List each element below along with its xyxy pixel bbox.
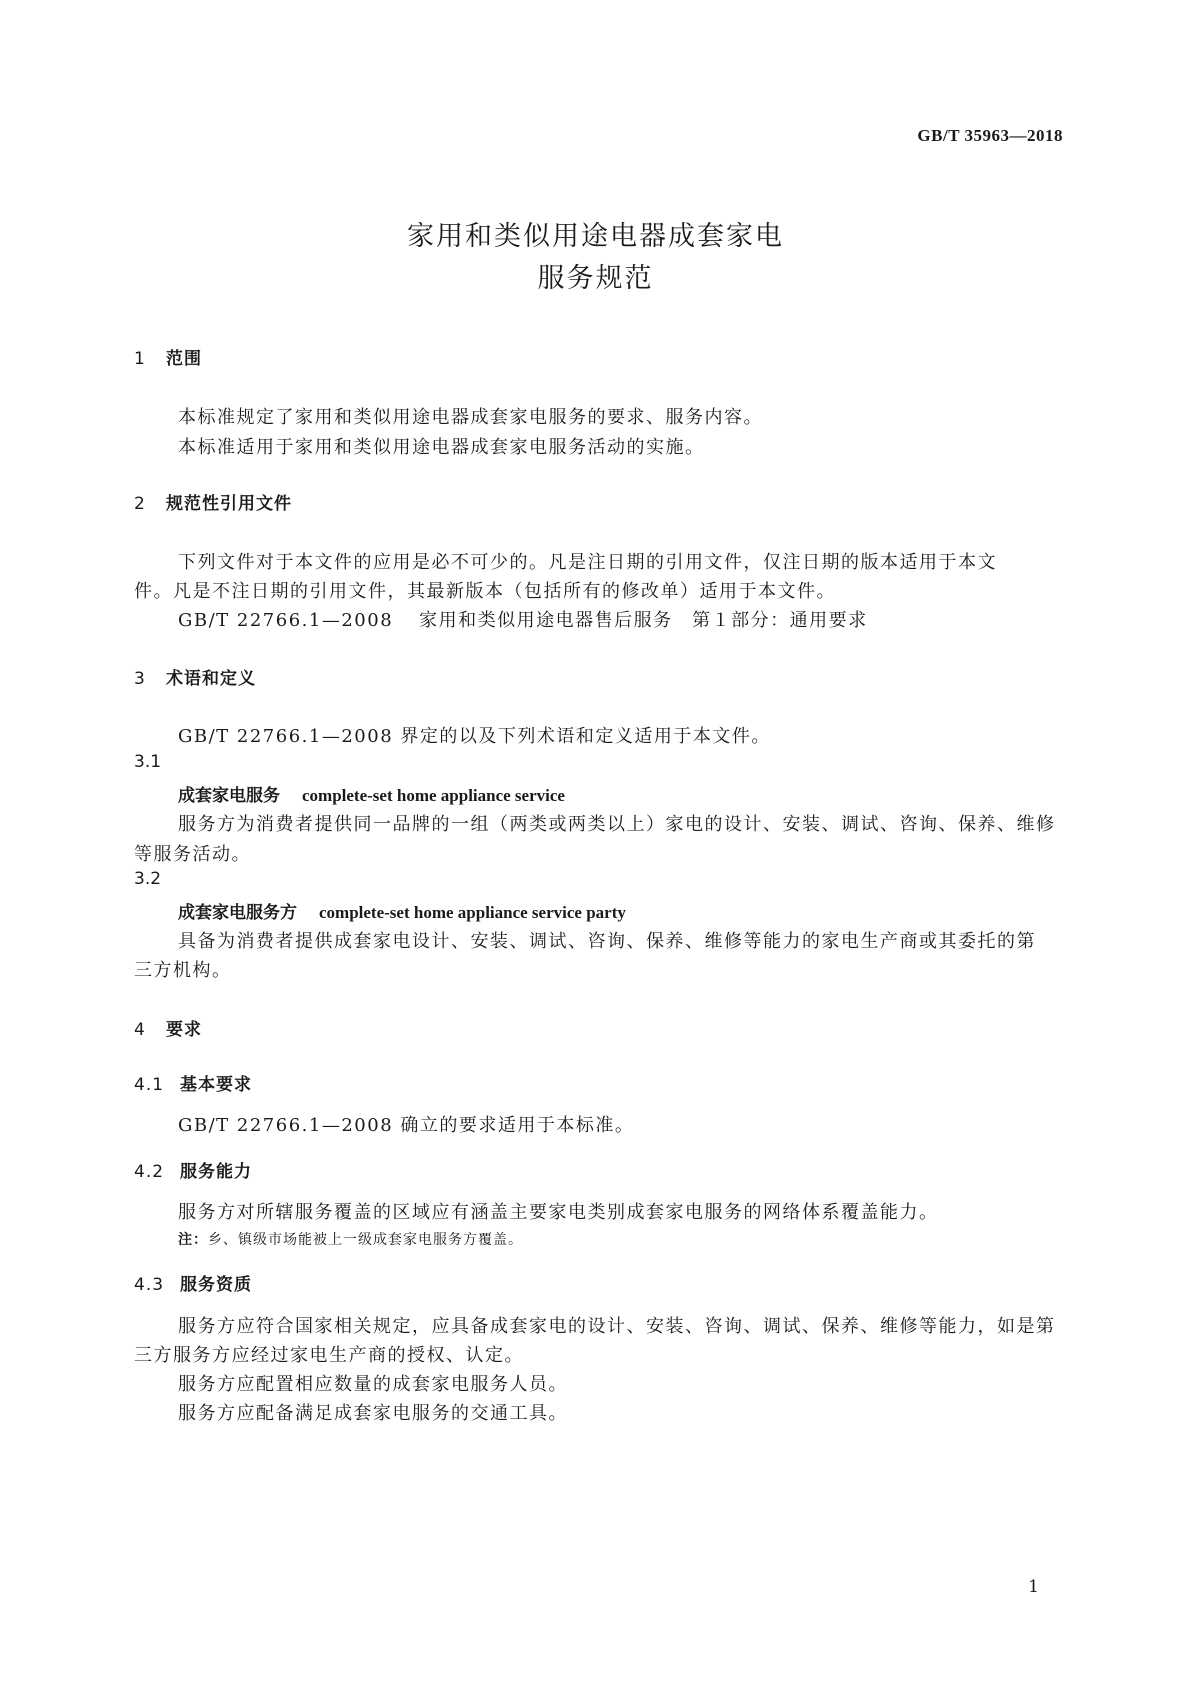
section-number: 3 [134, 669, 146, 689]
section-number: 2 [134, 494, 146, 514]
normative-reference [178, 606, 868, 632]
paragraph: GB/T 22766.1—2008 界定的以及下列术语和定义适用于本文件。 [178, 726, 771, 747]
paragraph: 下列文件对于本文件的应用是必不可少的。凡是注日期的引用文件，仅注日期的版本适用于本文 [178, 552, 997, 573]
note-label: 注： [178, 1232, 208, 1248]
section-2-heading [134, 489, 292, 514]
reference-code: GB/T 22766.1—2008 [178, 610, 394, 631]
section-title: 术语和定义 [166, 669, 256, 689]
term-definition: 服务方为消费者提供同一品牌的一组（两类或两类以上）家电的设计、安装、调试、咨询、保养、维修 [178, 814, 1056, 835]
page-number: 1 [1028, 1577, 1039, 1597]
term-entry [178, 781, 565, 806]
paragraph: 本标准规定了家用和类似用途电器成套家电服务的要求、服务内容。 [178, 407, 763, 428]
term-definition: 具备为消费者提供成套家电设计、安装、调试、咨询、保养、维修等能力的家电生产商或其委托的第 [178, 931, 1036, 952]
section-3-heading [134, 664, 256, 689]
subsection-number: 4.3 [134, 1275, 165, 1295]
subsection-number: 4.1 [134, 1075, 165, 1095]
term-definition-continuation: 三方机构。 [134, 960, 232, 981]
term-english: complete-set home appliance service [302, 786, 565, 805]
section-number: 1 [134, 349, 146, 369]
paragraph: 本标准适用于家用和类似用途电器成套家电服务活动的实施。 [178, 437, 705, 458]
standard-code: GB/T 35963—2018 [917, 126, 1063, 145]
paragraph: 服务方对所辖服务覆盖的区域应有涵盖主要家电类别成套家电服务的网络体系覆盖能力。 [178, 1202, 939, 1223]
subsection-title: 服务资质 [180, 1275, 252, 1295]
section-1-heading [134, 344, 202, 369]
document-title: 家用和类似用途电器成套家电 [407, 221, 784, 252]
subsection-4-3-heading [134, 1270, 252, 1295]
paragraph-continuation: 件。凡是不注日期的引用文件，其最新版本（包括所有的修改单）适用于本文件。 [134, 581, 836, 602]
document-subtitle: 服务规范 [537, 263, 654, 294]
term-definition-continuation: 等服务活动。 [134, 844, 251, 865]
subsection-4-1-heading [134, 1070, 252, 1095]
section-number: 4 [134, 1020, 146, 1040]
note [178, 1229, 523, 1249]
subsection-4-2-heading [134, 1157, 252, 1182]
paragraph: 服务方应配备满足成套家电服务的交通工具。 [178, 1403, 568, 1424]
section-title: 范围 [166, 349, 202, 369]
paragraph: 服务方应配置相应数量的成套家电服务人员。 [178, 1374, 568, 1395]
subsection-title: 基本要求 [180, 1075, 252, 1095]
note-text: 乡、镇级市场能被上一级成套家电服务方覆盖。 [208, 1232, 523, 1248]
paragraph: 服务方应符合国家相关规定，应具备成套家电的设计、安装、咨询、调试、保养、维修等能力，如是第 [178, 1316, 1056, 1337]
term-chinese: 成套家电服务 [178, 786, 280, 806]
section-title: 要求 [166, 1020, 202, 1040]
section-title: 规范性引用文件 [166, 494, 292, 514]
term-number: 3.2 [134, 869, 162, 889]
term-english: complete-set home appliance service party [319, 903, 626, 922]
section-4-heading [134, 1015, 202, 1040]
paragraph: GB/T 22766.1—2008 确立的要求适用于本标准。 [178, 1115, 635, 1136]
reference-title: 家用和类似用途电器售后服务 第１部分：通用要求 [419, 610, 868, 631]
term-number: 3.1 [134, 752, 162, 772]
subsection-title: 服务能力 [180, 1162, 252, 1182]
paragraph-continuation: 三方服务方应经过家电生产商的授权、认定。 [134, 1345, 524, 1366]
term-entry [178, 898, 626, 923]
subsection-number: 4.2 [134, 1162, 165, 1182]
term-chinese: 成套家电服务方 [178, 903, 297, 923]
